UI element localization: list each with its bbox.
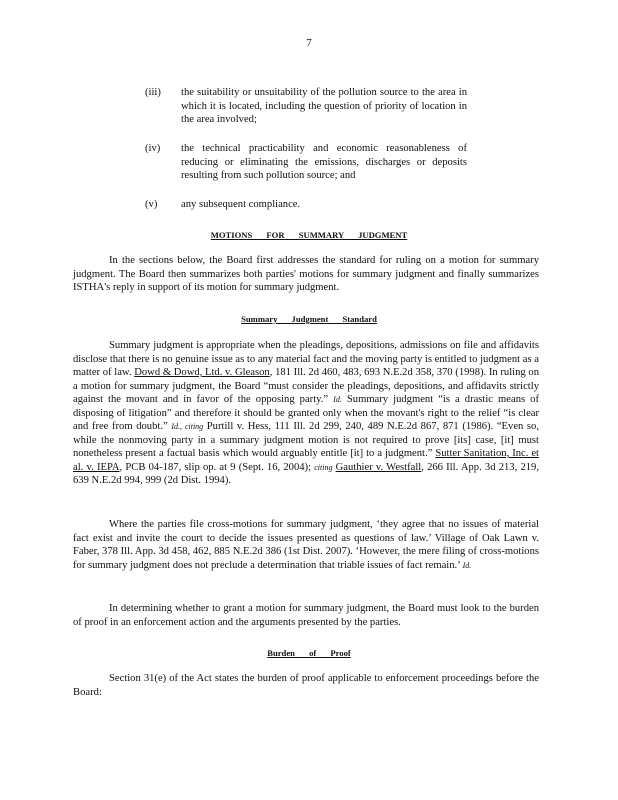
list-item-text: the suitability or unsuitability of the pollution source to the area in which it is located, including the question of priority of location in the area involved; [181,87,467,125]
burden-paragraph: Section 31(e) of the Act states the burden of proof applicable to enforcement proceedings before the Board: [73,673,539,698]
case-citation: Dowd & Dowd, Ltd. v. Gleason [134,367,270,378]
standard-paragraph-3: In determining whether to grant a motion for summary judgment, the Board must look to the burden of proof in an enforcement action and the arguments presented by the parties. [73,603,539,628]
citing-signal: citing [314,462,333,472]
section-heading-motions: MOTIONS FOR SUMMARY JUDGMENT [210,230,408,240]
intro-paragraph: In the sections below, the Board first addresses the standard for ruling on a motion for summary judgment. The Board then summarizes both parties' motions for summary judgment and finally summarizes ISTHA's reply in support of its motion for summary judgment. [73,255,539,293]
standard-paragraph-1: Summary judgment is appropriate when the pleadings, depositions, admissions on file and affidavits disclose that there is no genuine issue as to any material fact and the moving party is entitled to judgment as a matter of law. Dowd & Dowd, Ltd. v. Gleason, 181 Ill. 2d 460, 483, 693 N.E.2d 358, 370 (1998). In ruling on a motion for summary judgment, the Board “must consider the pleadings, depositions, and affidavits strictly against the movant and in favor of the opposing party.” Id. Summary judgment “is a drastic means of disposing of litigation” and therefore it should be granted only when the movant's right to the relief “is clear and free from doubt.” Id., citing Purtill v. Hess, 111 Ill. 2d 299, 240, 489 N.E.2d 867, 871 (1986). “Even so, while the nonmoving party in a summary judgment motion is not required to prove [its] case, [it] must nonetheless present a factual basis which would arguably entitle [it] to a judgment.” Sutter Sanitation, Inc. et al. v. IEPA, PCB 04-187, slip op. at 9 (Sept. 16, 2004); citing Gauthier v. Westfall, 266 Ill. App. 3d 213, 219, 639 N.E.2d 994, 999 (2d Dist. 1994). [73,340,539,486]
case-citation: Gauthier v. Westfall [335,461,422,473]
section-heading-standard: Summary Judgment Standard [241,314,377,324]
page-number: 7 [306,37,312,49]
list-item-label: (iv) [145,143,161,154]
id-citation: Id., citing [171,422,204,431]
list-item-text: the technical practicability and economic reasonableness of reducing or eliminating the emissions, discharges or deposits resulting from such pollution source; and [181,143,467,181]
id-citation: Id. [462,560,472,570]
list-item-label: (v) [145,199,158,210]
id-citation: Id. [333,395,342,404]
list-item-label: (iii) [145,87,161,98]
case-citation: Sutter Sanitation, Inc. et al. v. IEPA [73,448,539,473]
list-item-text: any subsequent compliance. [181,199,301,210]
standard-paragraph-2: Where the parties file cross-motions for summary judgment, ‘they agree that no issues of material fact exist and invite the court to decide the issues presented as questions of law.’ Village of Oak Lawn v. Faber, 378 Ill. App. 3d 458, 462, 885 N.E.2d 386 (1st Dist. 2007). ‘However, the mere filing of cross-motions for summary judgment does not preclude a determination that triable issues of fact remain.’ Id. [73,519,539,571]
section-heading-burden: Burden of Proof [267,648,351,658]
